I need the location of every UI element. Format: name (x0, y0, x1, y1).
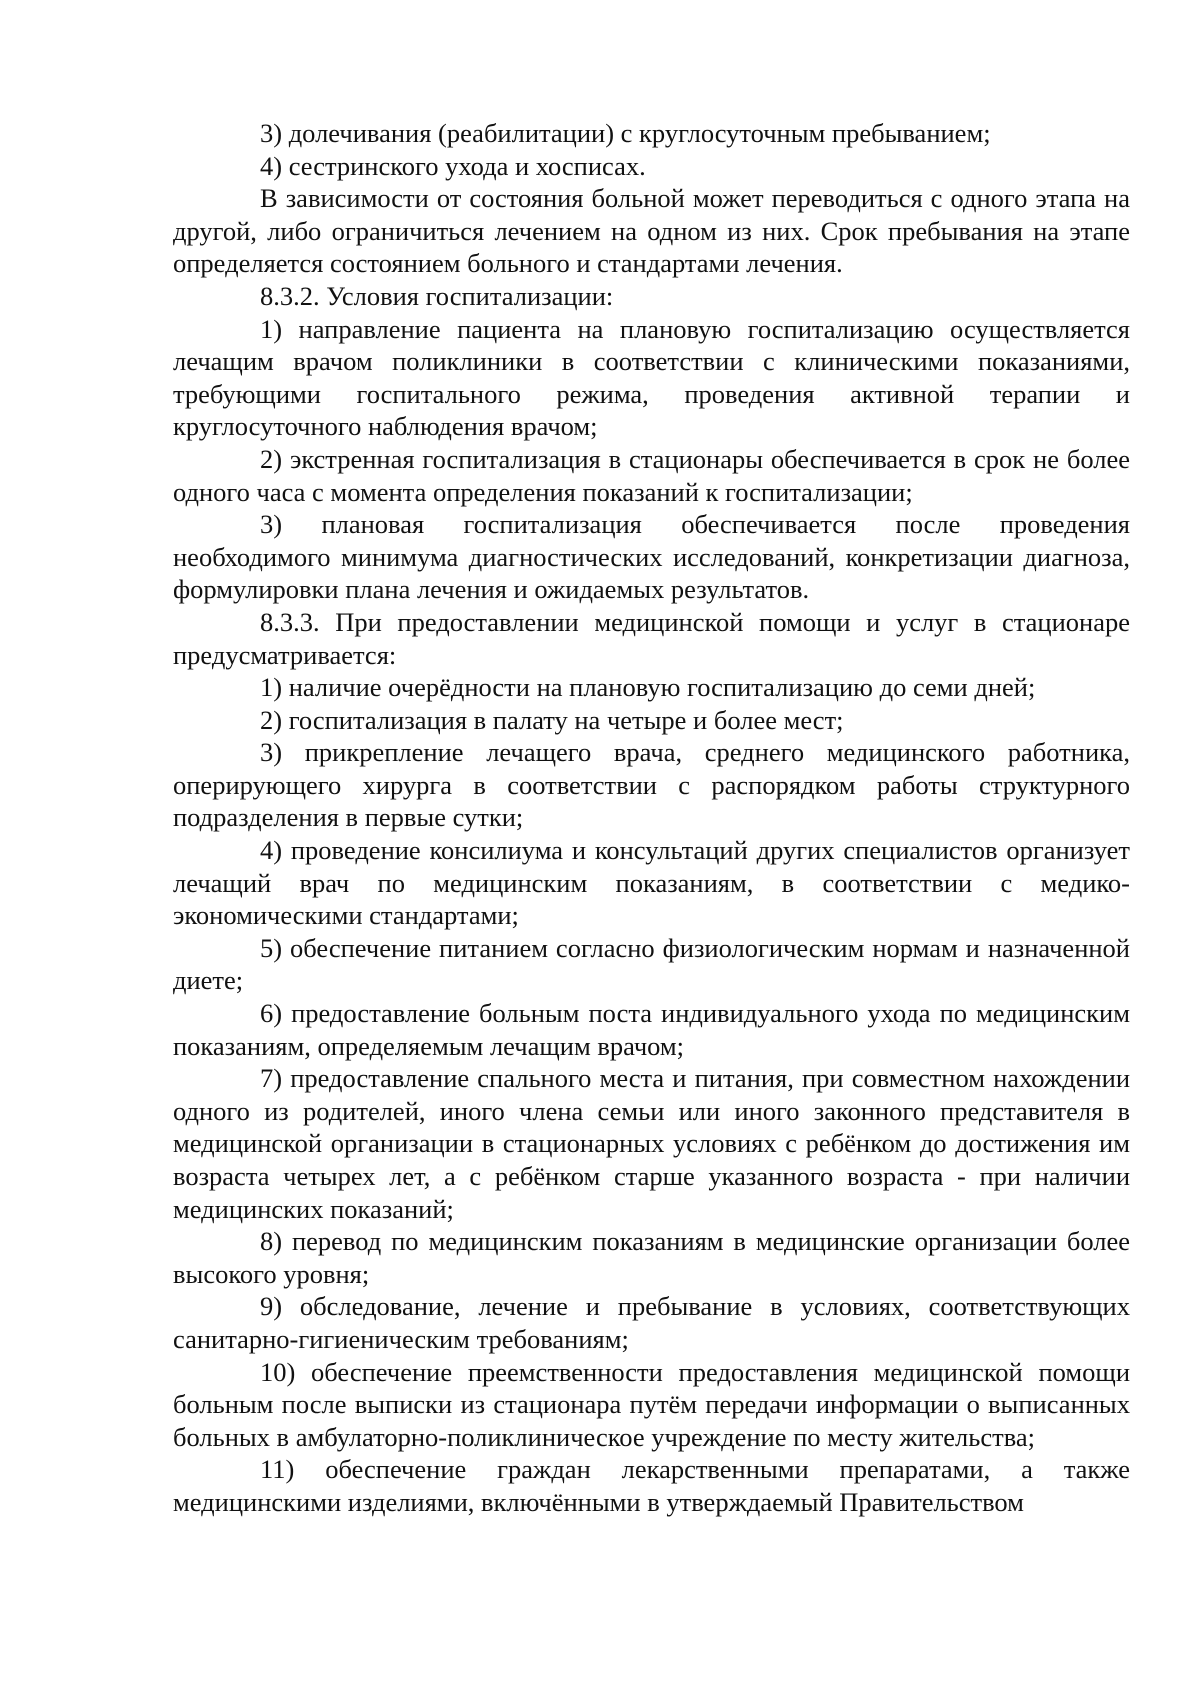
list-item-1-queue: 1) наличие очерёдности на плановую госпитализацию до семи дней; (260, 672, 1036, 703)
paragraph-planned-hospitalization: 3) плановая госпитализация обеспечивается после проведения необходимого минимума диагностических исследований, конкретизации диагноза, формулировки плана лечения и ожидаемых результатов. (173, 509, 1130, 605)
list-item-4-consilium: 4) проведение консилиума и консультаций других специалистов организует лечащий врач по медицинским показаниям, в соответствии с медико-экономическими стандартами; (173, 835, 1130, 931)
paragraph-stage-transfer: В зависимости от состояния больной может переводиться с одного этапа на другой, либо ограничиться лечением на одном из них. Срок пребывания на этапе определяется состоянием больного и стандартами лечения. (173, 183, 1130, 279)
document-page (173, 117, 1130, 1519)
list-item-6-individual-care: 6) предоставление больным поста индивидуального ухода по медицинским показаниям, определяемым лечащим врачом; (173, 998, 1130, 1061)
list-item-2-ward: 2) госпитализация в палату на четыре и более мест; (260, 704, 844, 735)
list-item-10-continuity: 10) обеспечение преемственности предоставления медицинской помощи больным после выписки из стационара путём передачи информации о выписанных больных в амбулаторно-поликлиническое учреждение по месту жительства; (173, 1356, 1130, 1452)
list-item-11-medications: 11) обеспечение граждан лекарственными препаратами, а также медицинскими изделиями, включёнными в утверждаемый Правительством (173, 1454, 1130, 1517)
paragraph-item-4-nursing: 4) сестринского ухода и хосписах. (260, 150, 646, 181)
paragraph-item-3-rehab: 3) долечивания (реабилитации) с круглосуточным пребыванием; (260, 118, 991, 148)
section-heading-8-3-3: 8.3.3. При предоставлении медицинской помощи и услуг в стационаре предусматривается: (173, 606, 1130, 670)
paragraph-planned-referral: 1) направление пациента на плановую госпитализацию осуществляется лечащим врачом поликлиники в соответствии с клиническими показаниями, требующими госпитального режима, проведения активной терапии и круглосуточного наблюдения врачом; (173, 313, 1130, 442)
list-item-8-transfer: 8) перевод по медицинским показаниям в медицинские организации более высокого уровня; (173, 1226, 1130, 1289)
paragraph-emergency-hospitalization: 2) экстренная госпитализация в стационары обеспечивается в срок не более одного часа с момента определения показаний к госпитализации; (173, 443, 1130, 507)
list-item-5-nutrition: 5) обеспечение питанием согласно физиологическим нормам и назначенной диете; (173, 932, 1130, 996)
list-item-3-assignment: 3) прикрепление лечащего врача, среднего медицинского работника, оперирующего хирурга в соответствии с распорядком работы структурного подразделения в первые сутки; (173, 737, 1130, 833)
section-heading-8-3-2: 8.3.2. Условия госпитализации: (260, 280, 614, 311)
list-item-9-sanitary: 9) обследование, лечение и пребывание в условиях, соответствующих санитарно-гигиеническим требованиям; (173, 1291, 1130, 1354)
list-item-7-parent-stay: 7) предоставление спального места и питания, при совместном нахождении одного из родителей, иного члена семьи или иного законного представителя в медицинской организации в стационарных условиях с ребёнком до достижения им возраста четырех лет, а с ребёнком старше указанного возраста - при наличии медицинских показаний; (173, 1063, 1130, 1224)
